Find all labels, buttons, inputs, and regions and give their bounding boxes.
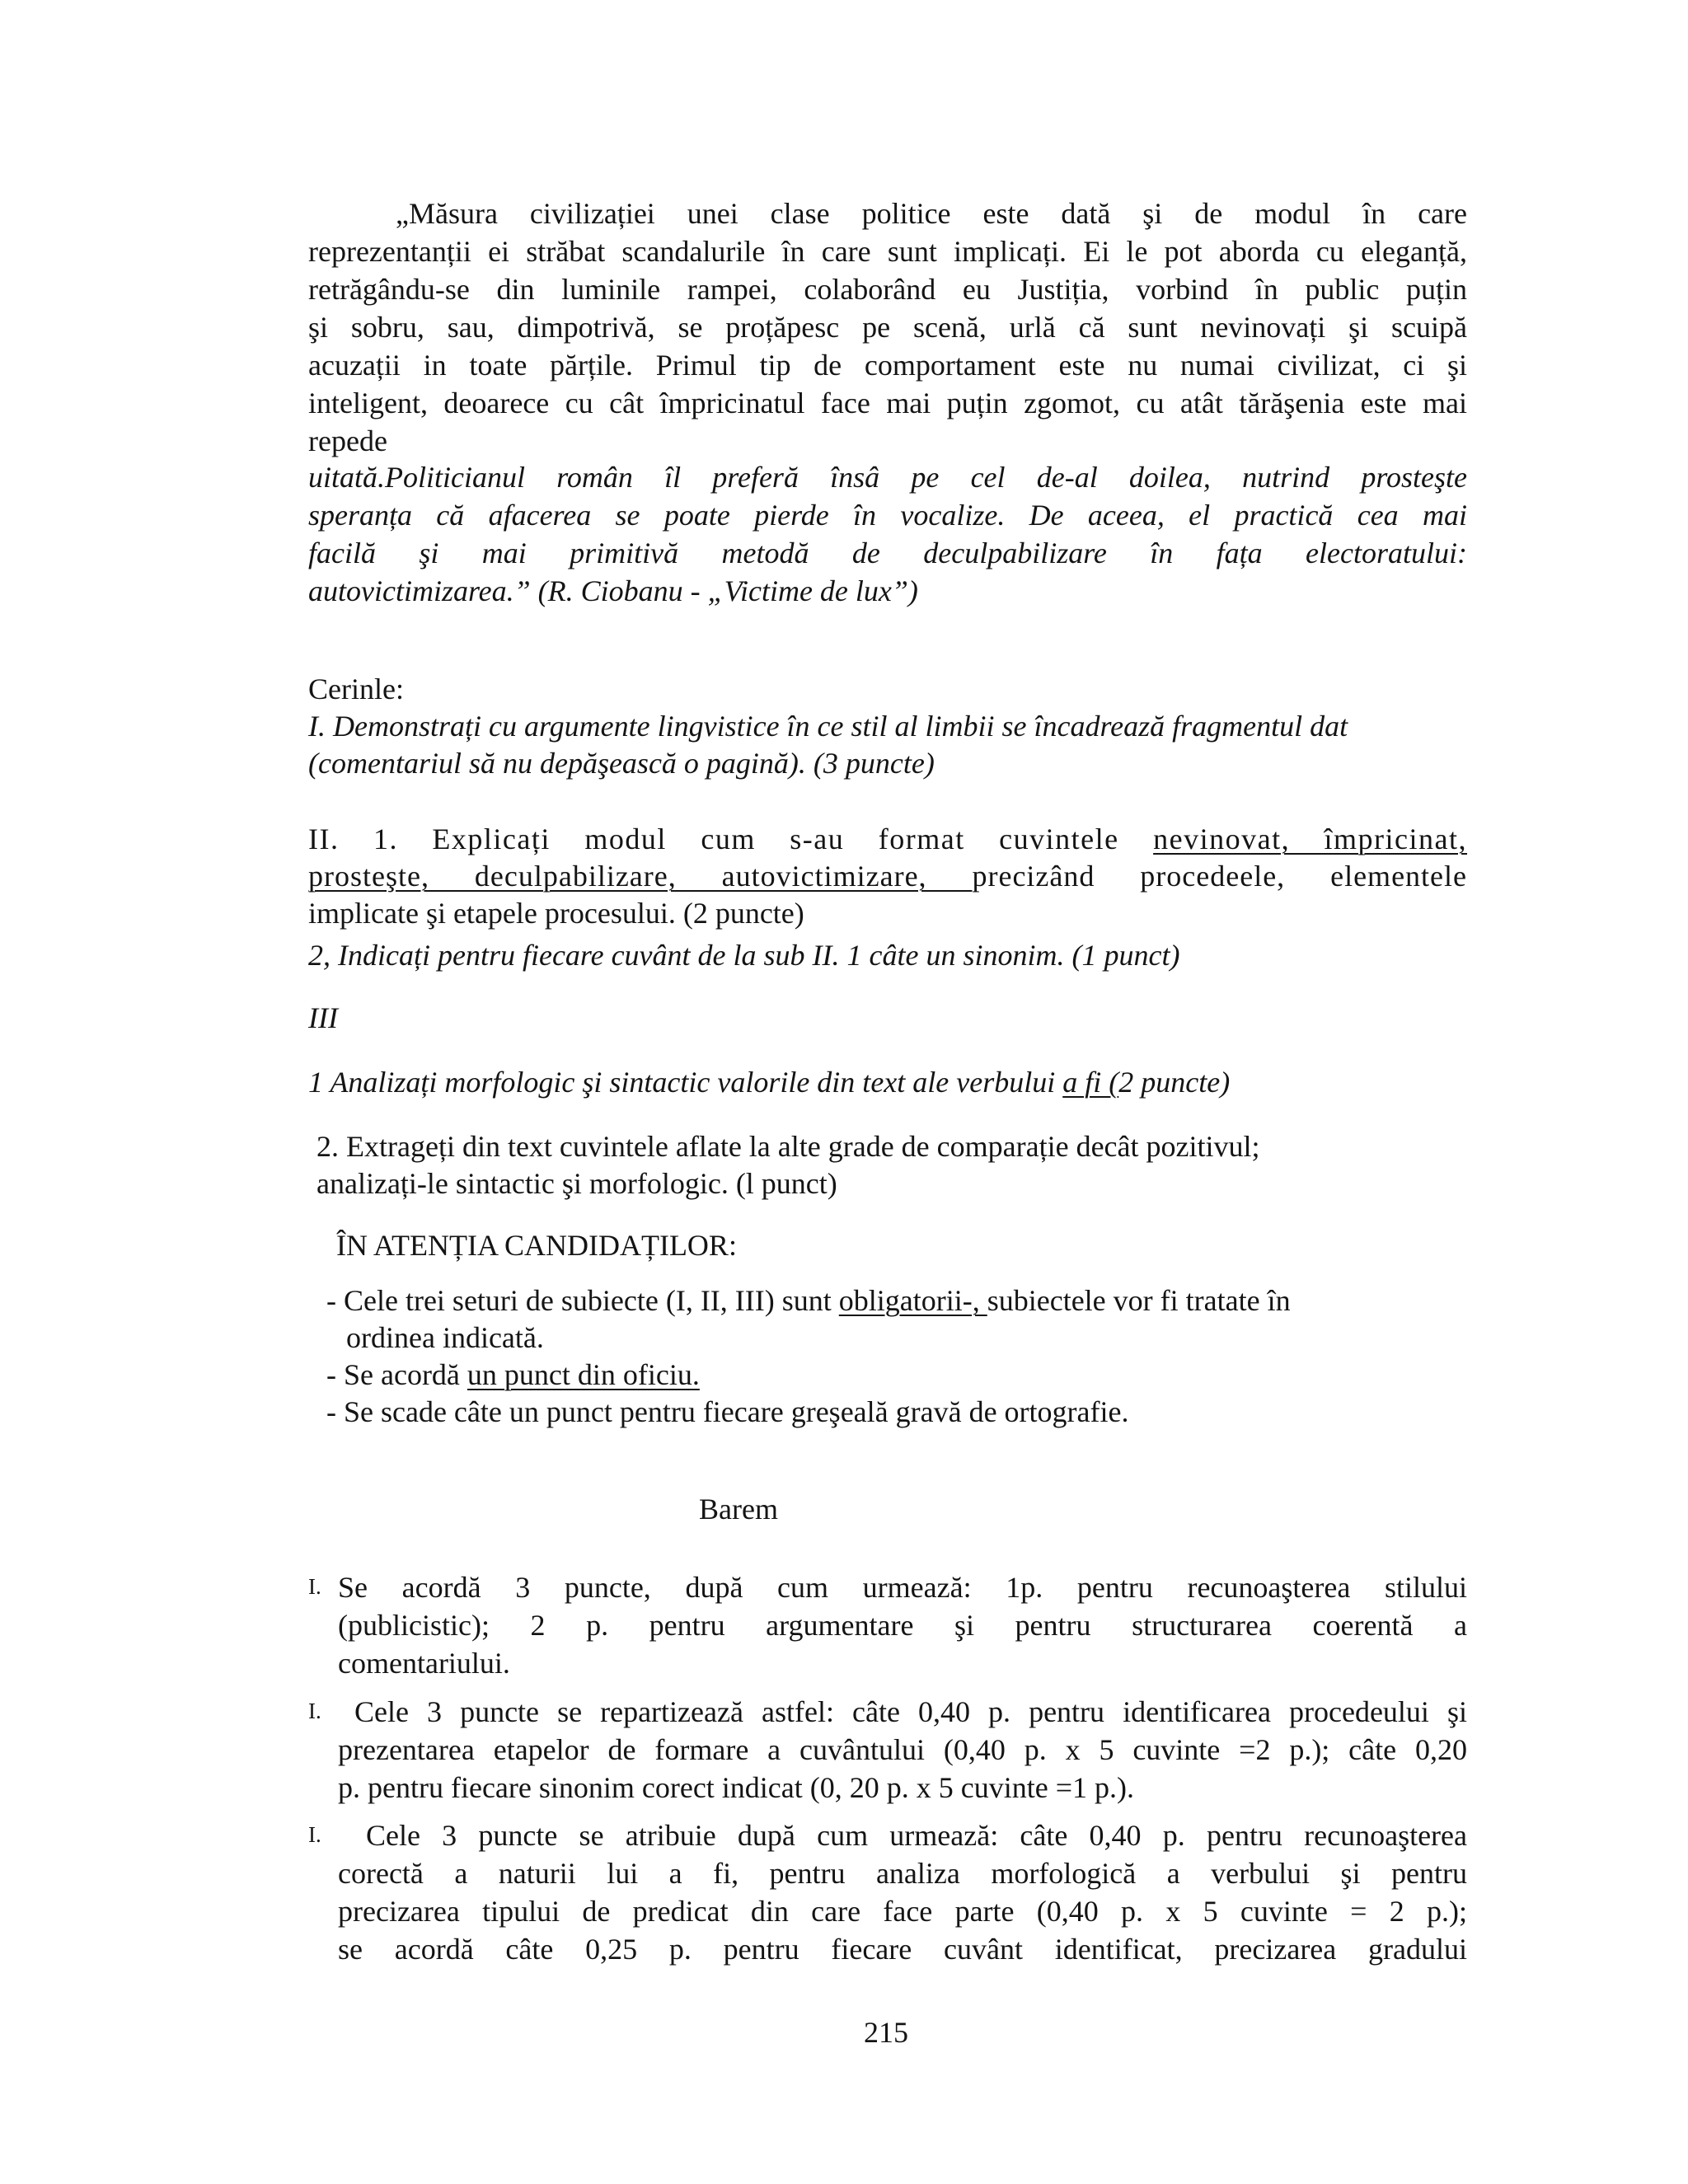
requirement-text: 1 Analizați morfologic şi sintactic valorile din text ale verbului — [308, 1066, 1063, 1099]
requirement-I-line: I. Demonstrați cu argumente lingvistice în ce stil al limbii se încadrează fragmentul dat — [308, 710, 1348, 743]
underlined-words: prosteşte, deculpabilizare, autovictimizare, — [308, 860, 973, 893]
notice-text: subiectele vor fi tratate în — [987, 1284, 1291, 1317]
barem-line: corectă a naturii lui a fi, pentru analiza morfologică a verbului şi pentru — [338, 1857, 1467, 1890]
requirement-III-1 — [308, 1063, 1230, 1101]
barem-marker: I. — [308, 1822, 321, 1847]
quote-line: inteligent, deoarece cu cât împricinatul face mai puțin zgomot, cu atât tărăşenia este mai — [308, 387, 1467, 419]
barem-line: prezentarea etapelor de formare a cuvântului (0,40 p. x 5 cuvinte =2 p.); câte 0,20 — [338, 1733, 1467, 1766]
requirement-II-1-line — [308, 820, 1467, 858]
barem-line: Cele 3 puncte se repartizează astfel: câte 0,40 p. pentru identificarea procedeului şi — [354, 1695, 1467, 1728]
notice-heading: ÎN ATENȚIA CANDIDAȚILOR: — [336, 1229, 737, 1262]
notice-bullet-continuation: ordinea indicată. — [346, 1321, 544, 1354]
barem-line: Se acordă 3 puncte, după cum urmează: 1p. pentru recunoaşterea stilului — [338, 1571, 1467, 1604]
requirement-II-2: 2, Indicați pentru fiecare cuvânt de la sub II. 1 câte un sinonim. (1 punct) — [308, 939, 1180, 972]
requirement-text: II. 1. Explicați modul cum s-au format cuvintele — [308, 823, 1154, 855]
quote-italic-line: speranța că afacerea se poate pierde în vocalize. De aceea, el practică cea mai — [308, 499, 1467, 532]
notice-bullet — [326, 1282, 1291, 1319]
underlined-verb: a fi ( — [1062, 1066, 1119, 1099]
quote-line: repede — [308, 424, 387, 457]
requirement-III-2-line: analizați-le sintactic şi morfologic. (l punct) — [316, 1167, 837, 1200]
requirements-heading: Cerinle: — [308, 673, 404, 705]
barem-title: Barem — [699, 1493, 778, 1526]
quote-italic-line: facilă şi mai primitivă metodă de deculpabilizare în fața electoratului: — [308, 537, 1467, 569]
notice-bullet — [326, 1356, 700, 1394]
notice-text: - Cele trei seturi de subiecte (I, II, III) sunt — [326, 1284, 839, 1317]
notice-bullet: - Se scade câte un punct pentru fiecare greşeală gravă de ortografie. — [326, 1395, 1129, 1428]
requirement-III-2-line: 2. Extrageți din text cuvintele aflate la alte grade de comparație decât pozitivul; — [316, 1130, 1260, 1163]
quote-line: retrăgându-se din luminile rampei, colaborând eu Justiția, vorbind în public puțin — [308, 273, 1467, 306]
requirement-II-1-line: implicate şi etapele procesului. (2 puncte) — [308, 897, 804, 930]
quote-line: „Măsura civilizației unei clase politice este dată şi de modul în care — [396, 197, 1467, 230]
page-number: 215 — [864, 2016, 908, 2049]
barem-line: comentariului. — [338, 1647, 510, 1680]
notice-text: - Se acordă — [326, 1358, 467, 1391]
underlined-text: obligatorii-, — [838, 1284, 987, 1317]
barem-line: (publicistic); 2 p. pentru argumentare şi pentru structurarea coerentă a — [338, 1609, 1467, 1642]
barem-marker: I. — [308, 1574, 321, 1599]
barem-line: precizarea tipului de predicat din care face parte (0,40 p. x 5 cuvinte = 2 p.); — [338, 1895, 1467, 1928]
requirement-II-1-line — [308, 857, 1467, 895]
requirement-III-label: III — [308, 1001, 338, 1034]
quote-line: şi sobru, sau, dimpotrivă, se proțăpesc pe scenă, urlă că sunt nevinovați şi scuipă — [308, 311, 1467, 344]
underlined-words: nevinovat, împricinat, — [1153, 823, 1468, 855]
requirement-text: 2 puncte) — [1118, 1066, 1231, 1099]
underlined-text: un punct din oficiu. — [467, 1358, 700, 1391]
quote-italic-line: autovictimizarea.” (R. Ciobanu - „Victime de lux”) — [308, 574, 918, 607]
barem-line: p. pentru fiecare sinonim corect indicat (0, 20 p. x 5 cuvinte =1 p.). — [338, 1771, 1135, 1804]
barem-line: se acordă câte 0,25 p. pentru fiecare cuvânt identificat, precizarea gradului — [338, 1933, 1467, 1966]
barem-marker: I. — [308, 1699, 321, 1723]
quote-line: reprezentanții ei străbat scandalurile în care sunt implicați. Ei le pot aborda cu eleganță, — [308, 235, 1467, 268]
barem-line: Cele 3 puncte se atribuie după cum urmează: câte 0,40 p. pentru recunoaşterea — [366, 1819, 1467, 1852]
quote-italic-line: uitată.Politicianul român îl preferă însâ pe cel de-al doilea, nutrind prosteşte — [308, 461, 1467, 494]
requirement-I-line: (comentariul să nu depăşească o pagină). (3 puncte) — [308, 747, 935, 780]
quote-line: acuzații in toate părțile. Primul tip de comportament este nu numai civilizat, ci şi — [308, 349, 1467, 382]
requirement-text: precizând procedeele, elementele — [972, 860, 1468, 893]
